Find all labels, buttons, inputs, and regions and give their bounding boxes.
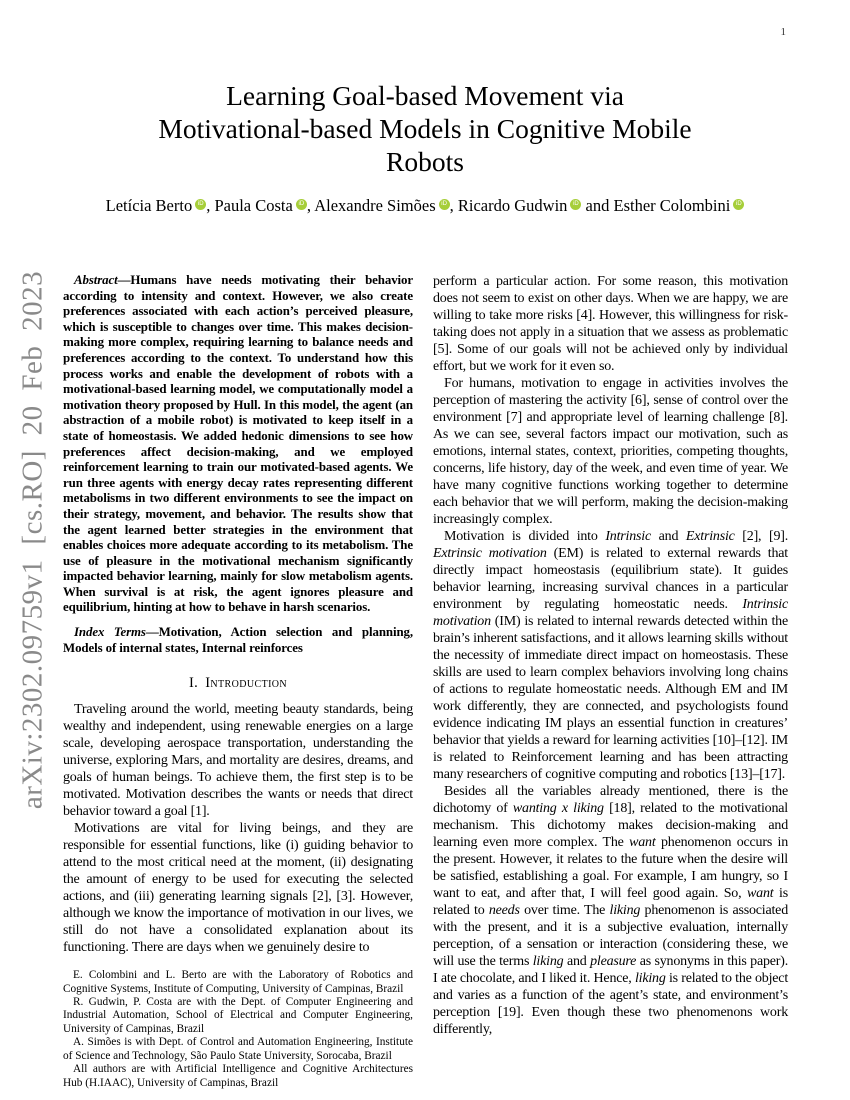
paper-title-line: Learning Goal-based Movement via [226,80,624,111]
orcid-icon: iD [439,199,450,210]
author-name: Paula Costa [214,196,293,215]
footnote: All authors are with Artificial Intelligence and Cognitive Architectures Hub (H.IAAC), University of Campinas, Brazil [63,1063,413,1089]
intro-paragraph-2: Motivations are vital for living beings, and they are responsible for essential functions, like (i) guiding behavior to attend to the most critical need at the moment, (ii) designating the amount of energy to be used for executing the selected actions, and (iii) generating learning signals [2], [3]. However, although we know the importance of motivation in our lives, we still do not have a consolidated explanation about its functioning. There are days when we genuinely desire to [63,821,413,956]
author-footnotes [63,969,413,1090]
page-number: 1 [780,26,786,38]
orcid-icon: iD [733,199,744,210]
arxiv-watermark: arXiv:2302.09759v1 [cs.RO] 20 Feb 2023 [16,270,49,810]
body-paragraph: For humans, motivation to engage in activities involves the perception of mastering the activity [6], sense of control over the environment [7] and appropriate level of learning challenge [8]. As we can see, several factors impact our motivation, such as emotions, internal states, context, priorities, competing thoughts, concerns, life history, day of the week, and even time of year. We have many cognitive functions working together to determine each behavior that we will perform, making the decision-making increasingly complex. [433,376,788,527]
body-paragraph: Motivation is divided into Intrinsic and Extrinsic [2], [9]. Extrinsic motivation (EM) is related to external rewards that directly impact homeostasis (equilibrium state). It guides behavior learning, increasing survival chances in a particular environment by regulating homeostatic needs. Intrinsic motivation (IM) is related to internal rewards detected within the brain’s inherent satisfactions, and it allows learning skills without the necessity of immediate direct impact on homeostasis. These skills are used to learn complex behaviors involving long chains of actions to regulate homeostatic needs. Although EM and IM work differently, they are connected, and psychologists found evidence indicating IM plays an essential function in creatures’ behavior that yields a reward for learning activities [10]–[12]. IM is related to Reinforcement learning and has been attracting many researchers of cognitive computing and robotics [13]–[17]. [433,529,789,782]
paper-title-line: Robots [386,146,464,177]
author-separator: , [306,196,315,215]
footnote: A. Simões is with Dept. of Control and Automation Engineering, Institute of Science and Technology, São Paulo State University, Sorocaba, Brazil [63,1036,413,1062]
author-name: Ricardo Gudwin [457,196,568,215]
orcid-icon: iD [296,199,307,210]
body-paragraph: Besides all the variables already mentioned, there is the dichotomy of wanting x liking [18], related to the motivational mechanism. This dichotomy makes decision-making and learning even more complex. The want phenomenon occurs in the present. However, it relates to the future when the desire will be satisfied, establishing a goal. For example, I am hungry, so I want to eat, and after that, I will feel good again. So, want is related to needs over time. The liking phenomenon is associated with the present, and it is a subjective evaluation, internally perception, of a sensation or interaction (considering these, we will use the terms liking and pleasure as synonyms in this paper). I ate chocolate, and I liked it. Hence, liking is related to the object and varies as a function of the agent’s state, and environment’s perception [19]. Even though these two phenomenons work differently, [433,784,789,1037]
paper-title-line: Motivational-based Models in Cognitive Mobile [158,113,692,144]
footnote: E. Colombini and L. Berto are with the Laboratory of Robotics and Cognitive Systems, Institute of Computing, University of Campinas, Brazil [63,969,413,995]
body-paragraph-continuation: perform a particular action. For some reason, this motivation does not seem to exist on other days. When we are happy, we are willing to take more risks [4]. However, this willingness for risk-taking does not apply in a situation that we assess as problematic [5]. Some of our goals will not be achieved only by individual effort, but we work for it even so. [433,274,788,374]
right-column [433,273,788,1038]
section-heading-introduction [63,675,413,692]
section-number: I. [188,675,199,692]
orcid-icon: iD [570,199,581,210]
author-separator: , [449,196,458,215]
abstract-paragraph: Abstract—Humans have needs motivating their behavior according to intensity and context. However, we also create preferences associated with each action’s perceived pleasure, which is susceptible to changes over time. This makes decision-making more complex, requiring learning to balance needs and preferences according to the context. To understand how this process works and enable the development of robots with a motivational-based learning model, we computationally model a motivation theory proposed by Hull. In this model, the agent (an abstraction of a mobile robot) is motivated to keep itself in a state of homeostasis. We added hedonic dimensions to see how preferences affect decision-making, and we employed reinforcement learning to train our motivated-based agents. We run three agents with energy decay rates representing different metabolisms in two different environments to see the impact on their strategy, movement, and behavior. The results show that the agent learned better strategies in the environment that enables choices more adequate according to its metabolism. The use of pleasure in the motivational mechanism significantly impacted behavior learning, mainly for slow metabolism agents. When survival is at risk, the agent ignores pleasure and equilibrium, hinting at how to behave in harsh scenarios. [63,273,413,615]
footnote: R. Gudwin, P. Costa are with the Dept. of Computer Engineering and Industrial Automation, School of Electrical and Computer Engineering, University of Campinas, Brazil [63,996,413,1035]
authors-line [0,196,850,216]
author-name: Alexandre Simões [314,196,436,215]
author-separator: and [581,196,614,215]
left-column [63,273,413,1090]
index-terms-paragraph: Index Terms—Motivation, Action selection and planning, Models of internal states, Internal reinforces [63,625,413,655]
intro-paragraph-1: Traveling around the world, meeting beauty standards, being wealthy and independent, using renewable energies on a large scale, developing aerospace transportation, understanding the universe, exploring Mars, and mortality are desires, dreams, and goals of human beings. To achieve them, the first step is to be motivated. Motivation describes the wants or needs that direct behavior toward a goal [1]. [63,702,413,820]
author-separator: , [206,196,215,215]
section-title: Introduction [205,675,288,692]
orcid-icon: iD [195,199,206,210]
author-name: Letícia Berto [105,196,193,215]
author-name: Esther Colombini [613,196,731,215]
paper-title [0,79,850,178]
